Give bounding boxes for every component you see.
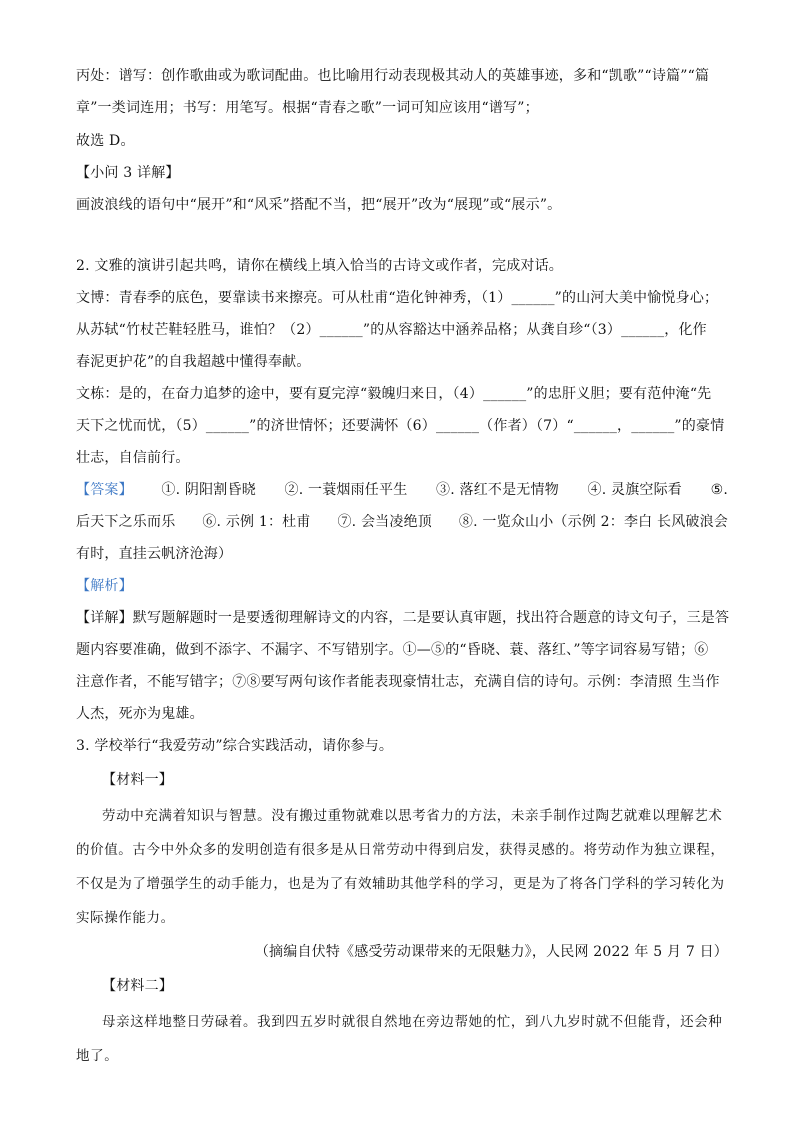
- material-line: [76, 1046, 728, 1066]
- text-line: [76, 384, 728, 404]
- analysis-text: 【详解】默写题解题时一是要透彻理解诗文的内容，二是要认真审题，找出符合题意的诗文句子，三是答: [76, 610, 730, 626]
- answer-item: ⑦. 会当凌绝顶: [337, 514, 432, 530]
- material-text: 实际操作能力。: [76, 910, 175, 926]
- question-text: 3. 学校举行“我爱劳动”综合实践活动，请你参与。: [76, 738, 394, 754]
- analysis-tag: 【解析】: [76, 578, 133, 594]
- question-text: 2. 文雅的演讲引起共鸣，请你在横线上填入恰当的古诗文或作者，完成对话。: [76, 258, 564, 274]
- text-line: [76, 131, 728, 151]
- text-line-content: 天下之忧而忧，（5）______”的济世情怀；还要满怀（6）______（作者）（7）“______，______”的豪情: [76, 418, 725, 434]
- text-line: [76, 288, 728, 308]
- material-text: 不仅是为了增强学生的动手能力，也是为了有效辅助其他学科的学习，更是为了将各门学科的学习转化为: [76, 876, 725, 892]
- analysis-line: [76, 608, 728, 628]
- material-text: 地了。: [76, 1048, 119, 1064]
- answer-item: ⑥. 示例 1：杜甫: [202, 514, 311, 530]
- text-line-content: 丙处：谱写：创作歌曲或为歌词配曲。也比喻用行动表现极其动人的英雄事迹，多和“凯歌”“诗篇”“篇: [76, 68, 710, 84]
- analysis-text: 人杰，死亦为鬼雄。: [76, 706, 204, 722]
- answer-item: 有时，直挂云帆济沧海）: [76, 546, 233, 562]
- text-line: [76, 448, 728, 468]
- material-1-title: [102, 770, 728, 790]
- analysis-heading: [76, 576, 728, 596]
- material-source: [76, 942, 728, 962]
- analysis-text: 题内容要准确，做到不添字、不漏字、不写错别字。①—⑤的“昏晓、蓑、落红、”等字词容易写错；⑥: [76, 642, 709, 658]
- text-line-content: 从苏轼“竹杖芒鞋轻胜马，谁怕？（2）______”的从容豁达中涵养品格；从龚自珍“（3）______，化作: [76, 322, 707, 338]
- text-line: [76, 320, 728, 340]
- sub-question-heading: [76, 163, 728, 183]
- answer-line: [76, 480, 728, 500]
- text-line-content: 画波浪线的语句中“展开”和“风采”搭配不当，把“展开”改为“展现”或“展示”。: [76, 197, 562, 213]
- text-line: [76, 98, 728, 118]
- text-line-content: 文博：青春季的底色，要靠读书来擦亮。可从杜甫“造化钟神秀，（1）______”的山河大美中愉悦身心；: [76, 290, 719, 306]
- analysis-line: [76, 640, 728, 660]
- answer-tag: 【答案】: [76, 482, 133, 498]
- text-line-content: 章”一类词连用；书写：用笔写。根据“青春之歌”一词可知应该用“谱写”；: [76, 100, 539, 116]
- text-line: [76, 66, 728, 86]
- material-line: [76, 908, 728, 928]
- material-line: [102, 1012, 728, 1032]
- text-line: [76, 195, 728, 215]
- text-line-content: 故选 D。: [76, 133, 135, 149]
- material-line: [76, 874, 728, 894]
- text-line: [76, 416, 728, 436]
- material-line: [76, 840, 728, 860]
- answer-item: 后天下之乐而乐: [76, 514, 176, 530]
- material-2-title: [102, 976, 728, 996]
- text-line-content: 春泥更护花”的自我超越中懂得奉献。: [76, 354, 311, 370]
- answer-line: [76, 512, 728, 532]
- question-3-title: [76, 736, 728, 756]
- answer-item: ⑤.: [710, 482, 728, 498]
- text-line-content: 文栋：是的，在奋力追梦的途中，要有夏完淳“毅魄归来日，（4）______”的忠肝义胆；要有范仲淹“先: [76, 386, 712, 402]
- answer-item: ②. 一蓑烟雨任平生: [284, 482, 408, 498]
- answer-item: ④. 灵旗空际看: [587, 482, 682, 498]
- analysis-line: [76, 672, 728, 692]
- answer-item: ①. 阴阳割昏晓: [161, 482, 256, 498]
- material-text: 劳动中充满着知识与智慧。没有搬过重物就难以思考省力的方法，未亲手制作过陶艺就难以理解艺术: [102, 808, 723, 824]
- source-text: （摘编自伏特《感受劳动课带来的无限魅力》，人民网 2022 年 5 月 7 日）: [254, 944, 728, 960]
- answer-item: ③. 落红不是无情物: [436, 482, 559, 498]
- answer-line: [76, 544, 728, 564]
- material-text: 母亲这样地整日劳碌着。我到四五岁时就很自然地在旁边帮她的忙，到八九岁时就不但能背，还会种: [102, 1014, 723, 1030]
- heading-text: 【小问 3 详解】: [76, 165, 180, 181]
- text-line-content: 壮志，自信前行。: [76, 450, 190, 466]
- question-2-title: [76, 256, 728, 276]
- material-title: 【材料二】: [102, 978, 173, 994]
- material-title: 【材料一】: [102, 772, 173, 788]
- text-line: [76, 352, 728, 372]
- analysis-line: [76, 704, 728, 724]
- material-text: 的价值。古今中外众多的发明创造有很多是从日常劳动中得到启发，获得灵感的。将劳动作为独立课程，: [76, 842, 725, 858]
- material-line: [102, 806, 728, 826]
- analysis-text: 注意作者，不能写错字；⑦⑧要写两句该作者能表现豪情壮志，充满自信的诗句。示例：李清照 生当作: [76, 674, 720, 690]
- answer-item: ⑧. 一览众山小（示例 2：李白 长风破浪会: [458, 514, 728, 530]
